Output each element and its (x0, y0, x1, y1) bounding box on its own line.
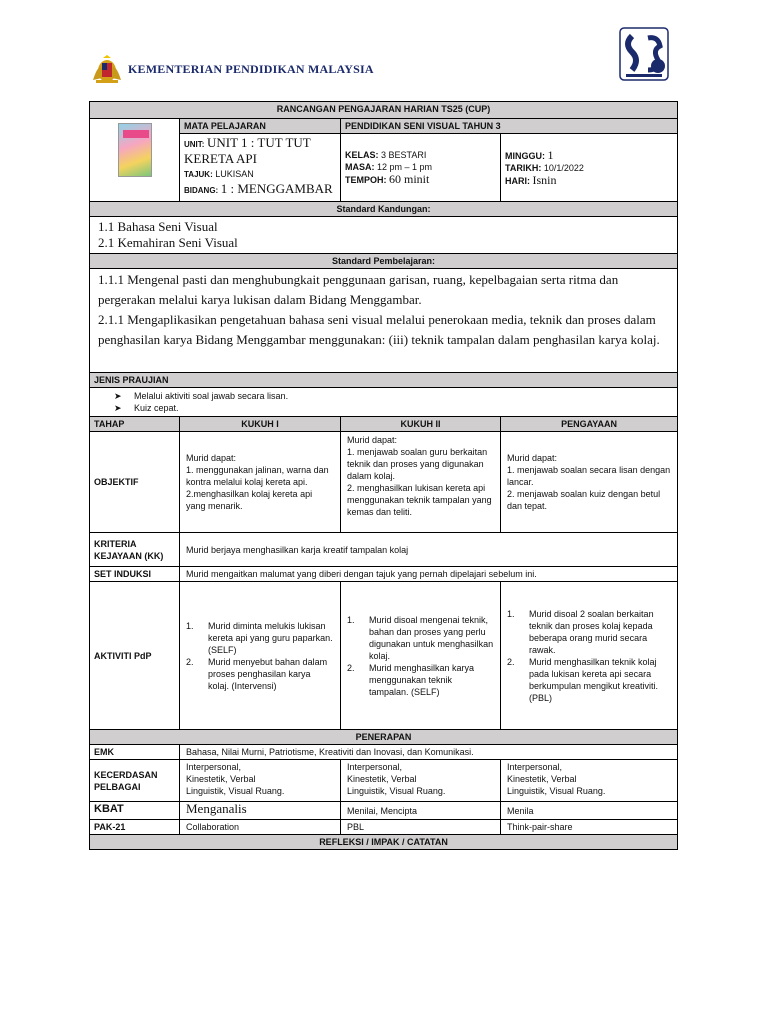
hari-value: Isnin (532, 172, 557, 187)
set-induksi-label: SET INDUKSI (90, 567, 180, 582)
objektif-label: OBJEKTIF (90, 432, 180, 533)
level-kukuh-2: KUKUH II (341, 417, 501, 432)
standard-kandungan-cell (90, 217, 678, 254)
aktiviti-text: Murid menghasilkan teknik kolaj pada lukisan kereta api secara berkumpulan mengikut kreativiti. (PBL) (529, 656, 659, 703)
list-item (110, 390, 657, 402)
subject-value: PENDIDIKAN SENI VISUAL TAHUN 3 (341, 119, 678, 134)
kecerdasan-line: Linguistik, Visual Ruang. (186, 786, 285, 796)
aktiviti-k1 (180, 582, 341, 730)
tarikh-label: TARIKH: (505, 162, 542, 173)
kriteria-value: Murid berjaya menghasilkan karja kreatif tampalan kolaj (180, 533, 678, 567)
tarikh-value: 10/1/2022 (543, 162, 584, 173)
standard-kandungan-item: 2.1 Kemahiran Seni Visual (98, 235, 238, 250)
jenis-praujian-cell (90, 388, 678, 417)
objektif-line: Murid dapat: (186, 453, 237, 463)
pak21-k1: Collaboration (180, 820, 341, 835)
standard-kandungan-header: Standard Kandungan: (90, 202, 678, 217)
kecerdasan-line: Kinestetik, Verbal (186, 774, 256, 784)
kriteria-label: KRITERIA KEJAYAAN (KK) (90, 533, 180, 567)
kecerdasan-line: Kinestetik, Verbal (347, 774, 417, 784)
kbat-label: KBAT (90, 802, 180, 820)
standard-pembelajaran-item: 2.1.1 Mengaplikasikan pengetahuan bahasa seni visual melalui penerokaan media, teknik dan proses dalam penghasilan karya Bidang Menggambar menggunakan: (iii) teknik tampalan dalam penghasilan karya kolaj. (98, 312, 660, 347)
unit-value: UNIT 1 : TUT TUT KERETA API (184, 135, 311, 166)
aktiviti-text: Murid disoal 2 soalan berkaitan teknik dan proses kolaj kepada beberapa orang murid secara rawak. (529, 608, 654, 655)
refleksi-header: REFLEKSI / IMPAK / CATATAN (90, 835, 678, 850)
penerapan-header: PENERAPAN (90, 730, 678, 745)
praujian-text: Kuiz cepat. (134, 403, 179, 413)
ministry-name: KEMENTERIAN PENDIDIKAN MALAYSIA (128, 62, 374, 76)
aktiviti-text: Murid menyebut bahan dalam proses penghasilan karya kolaj. (Intervensi) (208, 656, 328, 691)
kelas-label: KELAS: (345, 150, 379, 160)
item-number: 1. (186, 620, 194, 631)
date-cell (501, 134, 678, 202)
aktiviti-label: AKTIVITI PdP (90, 582, 180, 730)
tajuk-label: TAJUK: (184, 170, 213, 179)
standard-pembelajaran-item: 1.1.1 Mengenal pasti dan menghubungkait penggunaan garisan, ruang, kepelbagaian serta ritma dan pergerakan melalui karya lukisan dalam Bidang Menggambar. (98, 272, 619, 307)
hari-label: HARI: (505, 175, 530, 186)
kelas-value: 3 BESTARI (381, 150, 427, 160)
ts25-logo-icon (618, 26, 670, 84)
aktiviti-pengayaan (501, 582, 678, 730)
bidang-label: BIDANG: (184, 186, 219, 195)
standard-kandungan-item: 1.1 Bahasa Seni Visual (98, 219, 218, 234)
item-number: 1. (507, 608, 515, 619)
jenis-praujian-header: JENIS PRAUJIAN (90, 373, 678, 388)
objektif-line: Murid dapat: (507, 453, 558, 463)
list-item (507, 656, 671, 704)
kecerdasan-line: Interpersonal, (347, 762, 403, 772)
kbat-pengayaan: Menila (501, 802, 678, 820)
kbat-k1: Menganalis (180, 802, 341, 820)
pak21-pengayaan: Think-pair-share (501, 820, 678, 835)
objektif-line: 1. menggunakan jalinan, warna dan kontra melalui kolaj kereta api. (186, 465, 329, 487)
unit-cell (180, 134, 341, 202)
kbat-k2: Menilai, Mencipta (341, 802, 501, 820)
objektif-k1 (180, 432, 341, 533)
malaysia-crest-icon (90, 54, 124, 84)
objektif-line: 2.menghasilkan kolaj kereta api yang menarik. (186, 489, 313, 511)
list-item (347, 662, 494, 698)
plan-title: RANCANGAN PENGAJARAN HARIAN TS25 (CUP) (90, 102, 678, 119)
objektif-line: 1. menjawab soalan secara lisan dengan lancar. (507, 465, 671, 487)
list-item (347, 614, 494, 662)
kecerdasan-line: Linguistik, Visual Ruang. (507, 786, 606, 796)
objektif-pengayaan (501, 432, 678, 533)
objektif-line: 1. menjawab soalan guru berkaitan teknik dan proses yang digunakan dalam kolaj. (347, 447, 488, 481)
unit-label: UNIT: (184, 140, 205, 149)
item-number: 1. (347, 614, 355, 625)
list-item (186, 656, 334, 692)
minggu-label: MINGGU: (505, 150, 545, 161)
emk-value: Bahasa, Nilai Murni, Patriotisme, Kreativiti dan Inovasi, dan Komunikasi. (180, 745, 678, 760)
pak21-label: PAK-21 (90, 820, 180, 835)
aktiviti-text: Murid menghasilkan karya menggunakan teknik tampalan. (SELF) (369, 662, 475, 697)
objektif-k2 (341, 432, 501, 533)
subject-header: MATA PELAJARAN (180, 119, 341, 134)
kecerdasan-line: Interpersonal, (507, 762, 563, 772)
lesson-plan-table (89, 101, 678, 850)
arrow-bullet-icon: ➤ (114, 391, 122, 401)
class-time-cell (341, 134, 501, 202)
tajuk-value: LUKISAN (215, 169, 254, 179)
aktiviti-text: Murid disoal mengenai teknik, bahan dan proses yang perlu digunakan untuk menghasilkan kolaj. (369, 614, 494, 661)
tempoh-label: TEMPOH: (345, 175, 387, 185)
tahap-label: TAHAP (90, 417, 180, 432)
pak21-k2: PBL (341, 820, 501, 835)
aktiviti-text: Murid diminta melukis lukisan kereta api yang guru paparkan. (SELF) (208, 620, 333, 655)
objektif-line: Murid dapat: (347, 435, 398, 445)
aktiviti-k2 (341, 582, 501, 730)
kecerdasan-line: Linguistik, Visual Ruang. (347, 786, 446, 796)
bidang-value: 1 : MENGGAMBAR (220, 181, 333, 196)
minggu-value: 1 (547, 147, 554, 162)
kecerdasan-pengayaan (501, 760, 678, 802)
level-kukuh-1: KUKUH I (180, 417, 341, 432)
tempoh-value: 60 minit (389, 172, 430, 186)
objektif-line: 2. menghasilkan lukisan kereta api menggunakan teknik tampalan yang kemas dan teliti. (347, 483, 492, 517)
kecerdasan-label: KECERDASAN PELBAGAI (90, 760, 180, 802)
list-item (186, 620, 334, 656)
arrow-bullet-icon: ➤ (114, 403, 122, 413)
item-number: 2. (507, 656, 515, 667)
item-number: 2. (186, 656, 194, 667)
standard-pembelajaran-header: Standard Pembelajaran: (90, 254, 678, 269)
list-item (110, 402, 657, 414)
kecerdasan-k1 (180, 760, 341, 802)
standard-pembelajaran-cell (90, 269, 678, 373)
emk-label: EMK (90, 745, 180, 760)
textbook-cover (90, 119, 180, 202)
list-item (507, 608, 671, 656)
objektif-line: 2. menjawab soalan kuiz dengan betul dan tepat. (507, 489, 661, 511)
kecerdasan-line: Kinestetik, Verbal (507, 774, 577, 784)
textbook-cover-icon (118, 123, 152, 177)
kecerdasan-k2 (341, 760, 501, 802)
kecerdasan-line: Interpersonal, (186, 762, 242, 772)
set-induksi-value: Murid mengaitkan malumat yang diberi dengan tajuk yang pernah dipelajari sebelum ini. (180, 567, 678, 582)
item-number: 2. (347, 662, 355, 673)
page-header (88, 48, 678, 92)
masa-label: MASA: (345, 162, 375, 172)
masa-value: 12 pm – 1 pm (377, 162, 433, 172)
level-pengayaan: PENGAYAAN (501, 417, 678, 432)
praujian-text: Melalui aktiviti soal jawab secara lisan. (134, 391, 289, 401)
